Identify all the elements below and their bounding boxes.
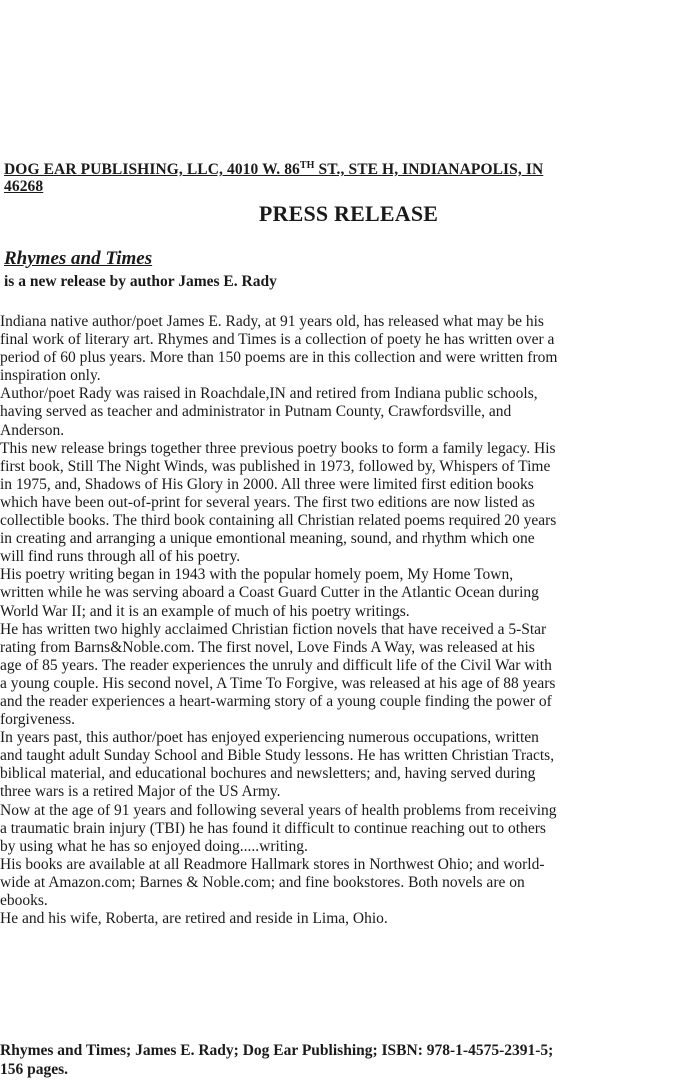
body-line: Indiana native author/poet James E. Rady, at 91 years old, has released what may be his — [0, 313, 544, 330]
address-line-1-rest: ST., STE H, INDIANAPOLIS, IN — [314, 161, 544, 178]
body-line: inspiration only. — [0, 367, 101, 385]
body-line: World War II; and it is an example of much of his poetry writings. — [0, 602, 410, 620]
publisher-address — [4, 161, 694, 195]
body-line: a traumatic brain injury (TBI) he has found it difficult to continue reaching out to others — [0, 819, 546, 837]
body-line: rating from Barns&Noble.com. The first novel, Love Finds A Way, was released at his — [0, 638, 535, 656]
page-title: PRESS RELEASE — [258, 201, 439, 226]
footer-line-1: Rhymes and Times; James E. Rady; Dog Ear Publishing; ISBN: 978-1-4575-2391-5; — [0, 1042, 554, 1059]
body-text — [0, 313, 697, 928]
body-line: forgiveness. — [0, 711, 76, 729]
body-line: which have been out-of-print for several years. The first two editions are now listed as — [0, 493, 535, 511]
body-line: Author/poet Rady was raised in Roachdale,IN and retired from Indiana public schools, — [0, 385, 538, 403]
body-line: He has written two highly acclaimed Christian fiction novels that have received a 5-Star — [0, 620, 547, 638]
body-line: collectible books. The third book containing all Christian related poems required 20 years — [0, 512, 557, 530]
address-line-1: DOG EAR PUBLISHING, LLC, 4010 W. 86 — [4, 161, 300, 178]
book-subtitle: is a new release by author James E. Rady — [4, 273, 277, 290]
body-line: age of 85 years. The reader experiences the unruly and difficult life of the Civil War with — [0, 656, 552, 674]
body-line: wide at Amazon.com; Barnes & Noble.com; and fine bookstores. Both novels are on — [0, 873, 525, 891]
body-line: first book, Still The Night Winds, was published in 1973, followed by, Whispers of Time — [0, 457, 551, 475]
body-line: three wars is a retired Major of the US Army. — [0, 783, 281, 801]
body-line: biblical material, and educational bochures and newsletters; and, having served during — [0, 765, 536, 783]
body-line: This new release brings together three previous poetry books to form a family legacy. His — [0, 439, 556, 457]
body-line: Now at the age of 91 years and following several years of health problems from receiving — [0, 801, 557, 819]
body-line: In years past, this author/poet has enjoyed experiencing numerous occupations, written — [0, 729, 539, 747]
body-line: a young couple. His second novel, A Time To Forgive, was released at his age of 88 years — [0, 674, 556, 692]
body-line: His poetry writing began in 1943 with the popular homely poem, My Home Town, — [0, 566, 514, 584]
body-line: and the reader experiences a heart-warming story of a young couple finding the power of — [0, 692, 552, 710]
body-line: Anderson. — [0, 421, 65, 439]
body-line: in creating and arranging a unique emontional meaning, sound, and rhythm which one — [0, 530, 535, 548]
body-line: in 1975, and, Shadows of His Glory in 2000. All three were limited first edition books — [0, 475, 534, 493]
body-line: will find runs through all of his poetry. — [0, 548, 241, 566]
body-line: by using what he has so enjoyed doing.....writing. — [0, 837, 308, 855]
footer-line-2: 156 pages. — [0, 1061, 69, 1078]
body-line: final work of literary art. Rhymes and Times is a collection of poety he has written over a — [0, 331, 555, 349]
book-details-footer — [0, 1041, 697, 1079]
body-line: having served as teacher and administrator in Putnam County, Crawfordsville, and — [0, 403, 512, 421]
body-line: written while he was serving aboard a Coast Guard Cutter in the Atlantic Ocean during — [0, 584, 539, 602]
body-line: He and his wife, Roberta, are retired and reside in Lima, Ohio. — [0, 910, 388, 928]
body-line: and taught adult Sunday School and Bible Study lessons. He has written Christian Tracts, — [0, 747, 555, 765]
body-line: His books are available at all Readmore Hallmark stores in Northwest Ohio; and world- — [0, 855, 545, 873]
body-line: ebooks. — [0, 892, 48, 909]
address-superscript: TH — [299, 159, 315, 171]
address-zip: 46268 — [4, 178, 44, 195]
book-title: Rhymes and Times — [4, 248, 153, 269]
body-line: period of 60 plus years. More than 150 poems are in this collection and were written from — [0, 349, 558, 367]
